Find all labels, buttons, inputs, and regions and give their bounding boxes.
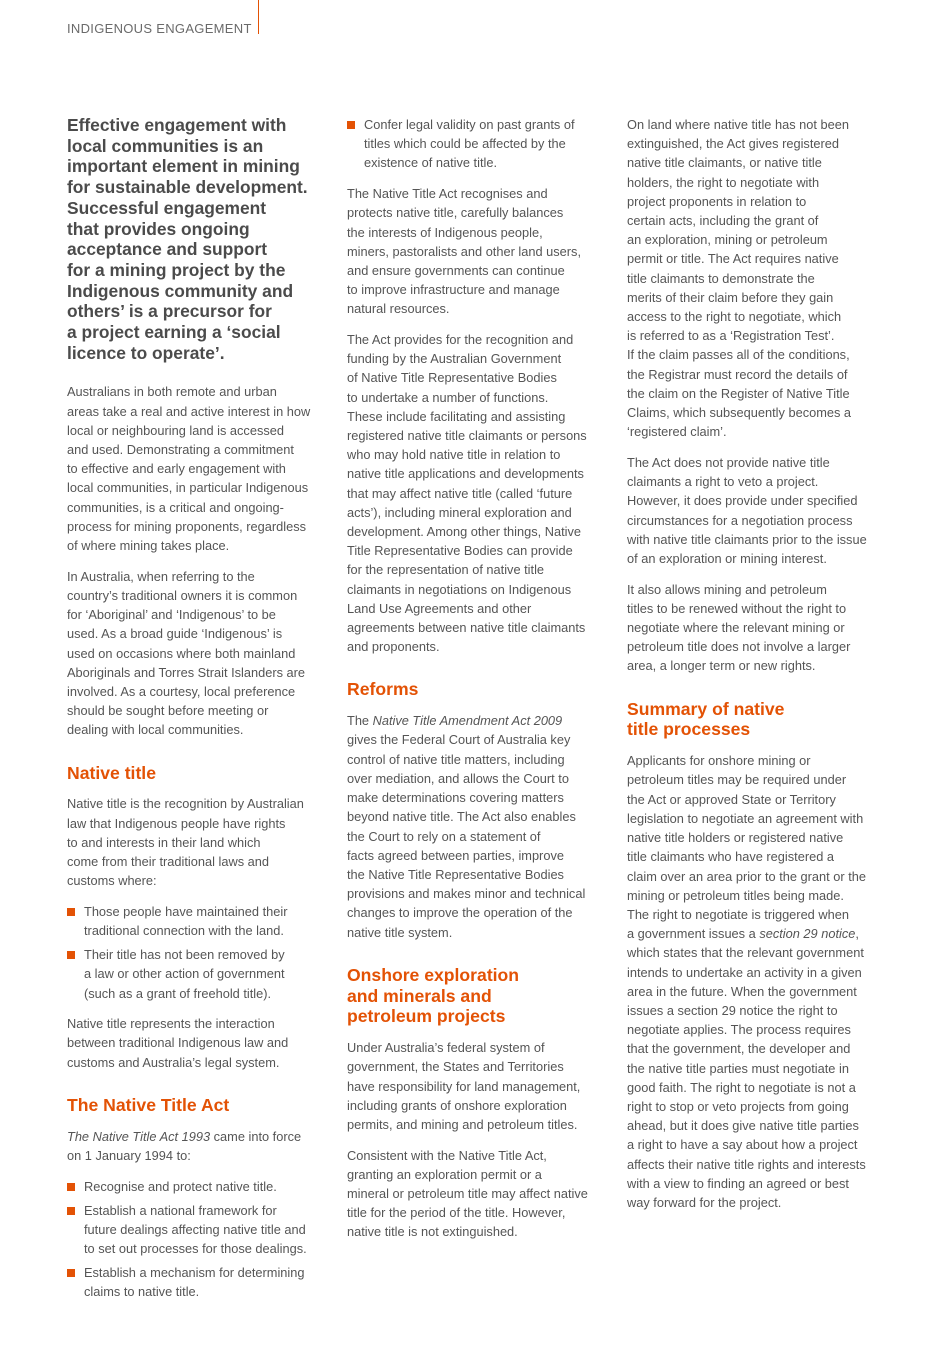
list-item: Those people have maintained their traditional connection with the land. [67, 902, 325, 940]
list-item: Their title has not been removed by a law or other action of government (such as a grant of freehold title). [67, 945, 325, 1003]
square-bullet-icon [347, 121, 355, 129]
paragraph: The Native Title Amendment Act 2009 gives the Federal Court of Australia key control of native title matters, including over mediation, and allows the Court to make determinations covering matters beyond native title. The Act also enables the Court to rely on a statement of facts agreed between parties, improve the Native Title Representative Bodies provisions and makes minor and technical changes to improve the operation of the native title system. [347, 713, 586, 940]
list-item: Establish a mechanism for determining claims to native title. [67, 1263, 325, 1301]
square-bullet-icon [67, 1207, 75, 1215]
bullet-list [67, 1177, 325, 1302]
section-heading-native-title-act: The Native Title Act [67, 1094, 230, 1115]
bullet-list [67, 902, 325, 1003]
paragraph: Native title represents the interaction between traditional Indigenous law and customs and Australia’s legal system. [67, 1016, 289, 1070]
paragraph: The Act does not provide native title claimants a right to veto a project. However, it does provide under specified circumstances for a negotiation process with native title claimants prior to the issue of an exploration or mining interest. [627, 454, 867, 566]
paragraph: Native title is the recognition by Australian law that Indigenous people have rights to and interests in their land which come from their traditional laws and customs where: [67, 796, 304, 889]
intro-statement: Effective engagement with local communities is an important element in mining for sustainable development. Successful engagement that provides ongoing acceptance and support for a mining project by the Indigenous community and others’ is a precursor for a project earning a ‘social licence to operate’. [67, 115, 308, 363]
paragraph: In Australia, when referring to the country’s traditional owners it is common for ‘Aboriginal’ and ‘Indigenous’ to be used. As a broad guide ‘Indigenous’ is used on occasions where both mainland Aboriginals and Torres Strait Islanders are involved. As a courtesy, local preference should be sought before meeting or dealing with local communities. [67, 568, 306, 738]
paragraph: On land where native title has not been extinguished, the Act gives registered native title claimants, or native title holders, the right to negotiate with project proponents in relation to certain acts, including the grant of an exploration, mining or petroleum permit or title. The Act requires native title claimants to demonstrate the merits of their claim before they gain access to the right to negotiate, which is referred to as a ‘Registration Test’. If the claim passes all of the conditions, the Registrar must record the details of the claim on the Register of Native Title Claims, which subsequently becomes a ‘registered claim’. [627, 117, 852, 440]
list-item: Confer legal validity on past grants of titles which could be affected by the existence of native title. [347, 115, 605, 173]
square-bullet-icon [67, 951, 75, 959]
paragraph: The Act provides for the recognition and funding by the Australian Government of Native Title Representative Bodies to undertake a number of functions. These include facilitating and assisting registered native title claimants or persons who may hold native title in relation to native title applications and developments that may affect native title (called ‘future acts’), including mineral exploration and development. Among other things, Native Title Representative Bodies can provide for the representation of native title claimants in negotiations on Indigenous Land Use Agreements and other agreements between native title claimants and proponents. [347, 332, 587, 655]
paragraph: The Native Title Act recognises and protects native title, carefully balances the interests of Indigenous people, miners, pastoralists and other land users, and ensure governments can continue to improve infrastructure and manage natural resources. [347, 186, 582, 317]
paragraph: Applicants for onshore mining or petroleum titles may be required under the Act or approved State or Territory legislation to negotiate an agreement with native title holders or registered native title claimants who have registered a claim over an area prior to the grant or the mining or petroleum titles being made. The right to negotiate is triggered when a government issues a section 29 notice, which states that the relevant government intends to undertake an activity in a given area in the future. When the government issues a section 29 notice the right to negotiate applies. The process requires that the government, the developer and the native title parties must negotiate in good faith. The right to negotiate is not a right to stop or veto projects from going ahead, but it does give native title parties a right to have a say about how a project affects their native title rights and interests with a view to finding an agreed or best way forward for the project. [627, 753, 866, 1210]
list-item: Recognise and protect native title. [67, 1177, 325, 1196]
section-heading-onshore: Onshore exploration and minerals and petroleum projects [347, 964, 520, 1027]
running-header: INDIGENOUS ENGAGEMENT [67, 21, 252, 36]
paragraph: It also allows mining and petroleum titles to be renewed without the right to negotiate where the relevant mining or petroleum title does not involve a larger area, a longer term or new rights. [627, 581, 851, 674]
bullet-list [347, 115, 605, 173]
paragraph: Consistent with the Native Title Act, granting an exploration permit or a mineral or petroleum title may affect native title for the period of the title. However, native title is not extinguished. [347, 1147, 588, 1240]
square-bullet-icon [67, 908, 75, 916]
paragraph: The Native Title Act 1993 came into force on 1 January 1994 to: [67, 1128, 302, 1163]
list-item: Establish a national framework for future dealings affecting native title and to set out processes for those dealings. [67, 1201, 325, 1259]
square-bullet-icon [67, 1269, 75, 1277]
section-heading-summary: Summary of native title processes [627, 698, 785, 740]
section-heading-reforms: Reforms [347, 679, 419, 700]
column-middle [347, 115, 605, 1253]
section-heading-native-title: Native title [67, 762, 156, 783]
square-bullet-icon [67, 1183, 75, 1191]
column-left [67, 115, 325, 1313]
column-right [627, 115, 885, 1224]
header-divider [258, 0, 259, 34]
paragraph: Under Australia’s federal system of government, the States and Territories have responsibility for land management, including grants of onshore exploration permits, and mining and petroleum titles. [347, 1040, 581, 1132]
paragraph: Australians in both remote and urban areas take a real and active interest in how local or neighbouring land is accessed and used. Demonstrating a commitment to effective and early engagement with local communities, in particular Indigenous communities, is a critical and ongoing- process for mining proponents, regardless of where mining takes place. [67, 384, 311, 554]
